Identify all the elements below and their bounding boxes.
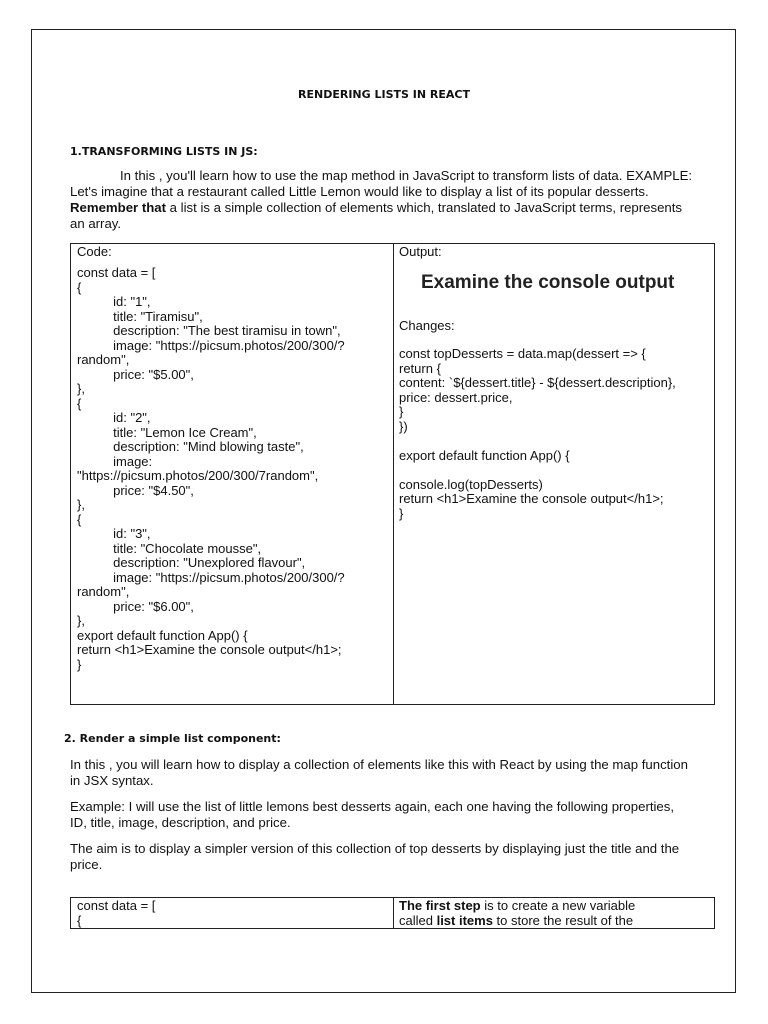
t2-text-3: to store the result of the <box>492 913 634 928</box>
section2-heading: 2. Render a simple list component: <box>64 732 281 745</box>
section2-paragraph-1 <box>70 757 715 789</box>
code-line: export default function App() { <box>77 627 248 643</box>
changes-line: } <box>399 505 404 521</box>
code-line: title: "Chocolate mousse", <box>77 540 262 556</box>
s2-p1-line1: In this , you will learn how to display a collection of elements like this with React by using the map function <box>70 757 688 772</box>
t2-bold-1: The first step <box>399 898 481 913</box>
code-line: price: "$6.00", <box>77 598 194 614</box>
intro-line-2: Let's imagine that a restaurant called Little Lemon would like to display a list of its popular desserts. <box>70 184 649 199</box>
changes-line: const topDesserts = data.map(dessert => { <box>399 346 646 361</box>
t2-code-line: { <box>77 913 82 928</box>
t2-code <box>77 898 155 928</box>
code-line: image: "https://picsum.photos/200/300/? <box>77 337 345 353</box>
code-line: title: "Tiramisu", <box>77 308 203 324</box>
s2-p2-line1: Example: I will use the list of little lemons best desserts again, each one having the following properties, <box>70 799 675 814</box>
code-line: }, <box>77 613 85 628</box>
output-label: Output: <box>399 244 442 259</box>
code-line: title: "Lemon Ice Cream", <box>77 424 257 440</box>
section2-paragraph-3 <box>70 841 715 873</box>
code-line: const data = [ <box>77 265 156 280</box>
changes-line <box>399 463 676 478</box>
code-line: image: <box>77 453 153 469</box>
code-label: Code: <box>77 244 112 259</box>
t2-explanation <box>399 898 635 928</box>
changes-line: return <h1>Examine the console output</h1>; <box>399 491 664 506</box>
changes-line: } <box>399 404 404 419</box>
code-line: price: "$5.00", <box>77 366 194 382</box>
output-heading: Examine the console output <box>421 272 675 293</box>
changes-line: console.log(topDesserts) <box>399 476 543 492</box>
changes-line <box>399 434 676 449</box>
code-line: id: "3", <box>77 526 151 541</box>
changes-line: content: `${dessert.title} - ${dessert.description}, <box>399 375 676 390</box>
code-line: "https://picsum.photos/200/300/7random", <box>77 468 319 483</box>
t2-code-line: const data = [ <box>77 898 156 913</box>
changes-line: export default function App() { <box>399 447 570 463</box>
code-line: description: "The best tiramisu in town", <box>77 323 341 338</box>
code-line: { <box>77 511 82 527</box>
t2-text-1: is to create a new variable <box>480 898 636 913</box>
section1-intro <box>70 168 715 232</box>
intro-line-4: an array. <box>70 216 122 231</box>
code-line: return <h1>Examine the console output</h1>; <box>77 642 342 657</box>
code-line: } <box>77 656 82 672</box>
code-line: image: "https://picsum.photos/200/300/? <box>77 569 345 585</box>
s2-p2-line2: ID, title, image, description, and price. <box>70 815 291 830</box>
code-line: id: "2", <box>77 410 151 425</box>
code-line: }, <box>77 497 85 512</box>
intro-line-3: a list is a simple collection of elements which, translated to JavaScript terms, represents <box>166 200 683 215</box>
s2-p3-line2: price. <box>70 857 103 872</box>
changes-line: price: dessert.price, <box>399 389 513 405</box>
s2-p3-line1: The aim is to display a simpler version of this collection of top desserts by displaying just the title and the <box>70 841 680 856</box>
code-line: random", <box>77 584 130 599</box>
code-line: { <box>77 395 82 411</box>
changes-block <box>399 347 676 521</box>
document-title: RENDERING LISTS IN REACT <box>298 88 470 101</box>
changes-line: }) <box>399 418 408 434</box>
changes-line: return { <box>399 360 441 376</box>
s2-p1-line2: in JSX syntax. <box>70 773 154 788</box>
code-line: id: "1", <box>77 294 151 309</box>
section2-paragraph-2 <box>70 799 715 831</box>
code-line: { <box>77 279 82 295</box>
t2-text-2: called <box>399 913 437 928</box>
intro-line-1: In this , you'll learn how to use the map method in JavaScript to transform lists of data. EXAMPLE: <box>120 168 693 183</box>
code-block <box>77 266 345 672</box>
code-line: description: "Mind blowing taste", <box>77 439 304 454</box>
code-line: description: "Unexplored flavour", <box>77 555 306 570</box>
code-line: }, <box>77 381 85 396</box>
intro-bold: Remember that <box>70 200 167 215</box>
code-line: random", <box>77 352 130 367</box>
changes-label: Changes: <box>399 318 455 333</box>
section1-heading: 1.TRANSFORMING LISTS IN JS: <box>70 145 258 158</box>
code-line: price: "$4.50", <box>77 482 194 498</box>
t2-bold-2: list items <box>436 913 493 928</box>
